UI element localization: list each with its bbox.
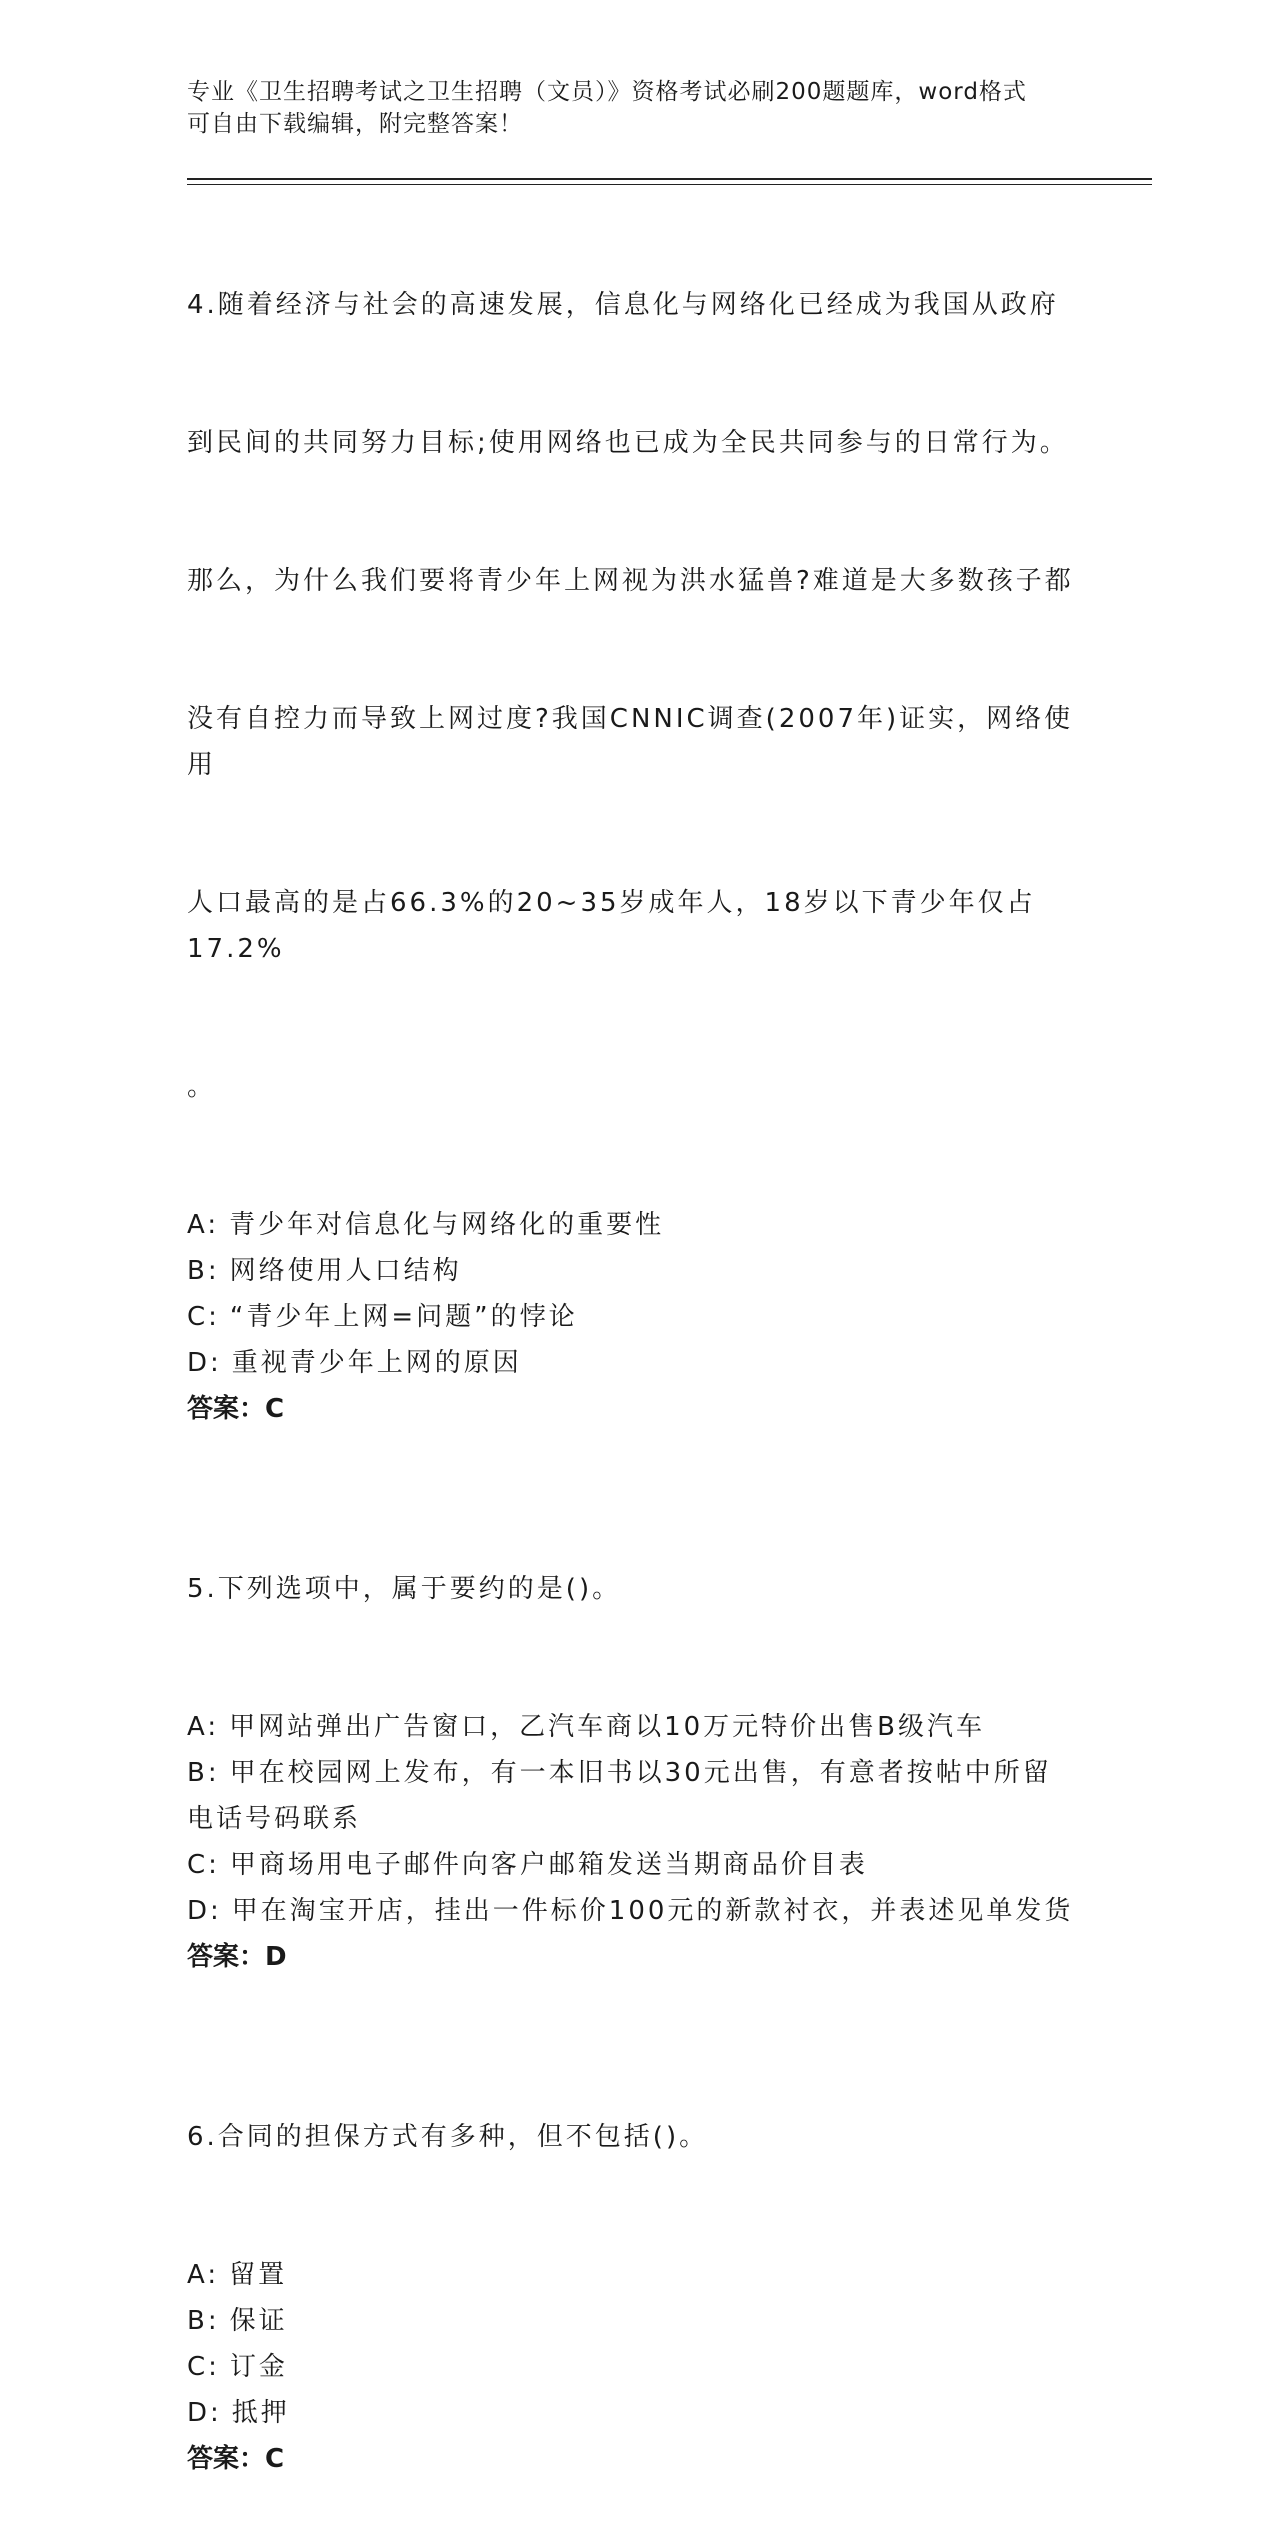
option-key: C: [187,1302,220,1332]
option-d [187,1340,1087,1386]
option-key: B: [187,2306,220,2336]
question-stem [187,2022,1087,2252]
question-list [187,190,1087,2524]
option-text: 抵押 [231,2398,290,2428]
option-text: 网络使用人口结构 [229,1256,462,1286]
stem-line: 5.下列选项中，属于要约的是()。 [187,1574,622,1604]
option-d [187,2390,1087,2436]
option-text: 重视青少年上网的原因 [231,1348,522,1378]
question-6 [187,2022,1087,2482]
option-key: A: [187,2260,220,2290]
option-key: C: [187,2352,220,2382]
question-stem [187,1474,1087,1704]
option-a [187,2252,1087,2298]
question-4 [187,190,1087,1432]
stem-line: 没有自控力而导致上网过度?我国CNNIC调查(2007年)证实，网络使用 [187,704,1074,780]
option-text: 甲在校园网上发布，有一本旧书以30元出售，有意者按帖中所留 电话号码联系 [187,1758,1052,1834]
option-key: B: [187,1758,220,1788]
option-a [187,1704,1087,1750]
stem-line: 到民间的共同努力目标;使用网络也已成为全民共同参与的日常行为。 [187,428,1069,458]
option-text: 留置 [229,2260,288,2290]
stem-line: 。 [187,1072,217,1102]
option-d [187,1888,1087,1934]
option-c [187,2344,1087,2390]
option-key: D: [187,2398,222,2428]
option-c [187,1842,1087,1888]
option-key: A: [187,1210,220,1240]
header-line-1: 专业《卫生招聘考试之卫生招聘（文员）》资格考试必刷200题题库，word格式 [187,79,1027,105]
option-b [187,1750,1087,1842]
option-text: “青少年上网=问题”的悖论 [229,1302,578,1332]
header-line-2: 可自由下载编辑，附完整答案！ [187,111,523,137]
answer-label: 答案：C [187,2444,285,2474]
option-b [187,1248,1087,1294]
answer-label: 答案：C [187,1394,285,1424]
question-5 [187,1474,1087,1980]
option-b [187,2298,1087,2344]
option-text: 青少年对信息化与网络化的重要性 [229,1210,665,1240]
option-text: 甲网站弹出广告窗口，乙汽车商以10万元特价出售B级汽车 [229,1712,986,1742]
option-key: A: [187,1712,220,1742]
option-text: 甲商场用电子邮件向客户邮箱发送当期商品价目表 [229,1850,868,1880]
option-text: 订金 [229,2352,288,2382]
stem-line: 人口最高的是占66.3%的20~35岁成年人，18岁以下青少年仅占17.2% [187,888,1036,964]
question-stem [187,190,1087,1202]
option-a [187,1202,1087,1248]
stem-line: 那么，为什么我们要将青少年上网视为洪水猛兽?难道是大多数孩子都 [187,566,1074,596]
option-key: D: [187,1896,222,1926]
option-key: C: [187,1850,220,1880]
option-text: 甲在淘宝开店，挂出一件标价100元的新款衬衣，并表述见单发货 [231,1896,1074,1926]
header-divider-thick [187,178,1152,180]
option-c [187,1294,1087,1340]
answer-label: 答案：D [187,1942,287,1972]
header-divider-thin [187,184,1152,185]
option-text: 保证 [229,2306,288,2336]
stem-line: 4.随着经济与社会的高速发展，信息化与网络化已经成为我国从政府 [187,290,1059,320]
option-key: D: [187,1348,222,1378]
option-key: B: [187,1256,220,1286]
document-header [187,76,1087,140]
stem-line: 6.合同的担保方式有多种，但不包括()。 [187,2122,709,2152]
